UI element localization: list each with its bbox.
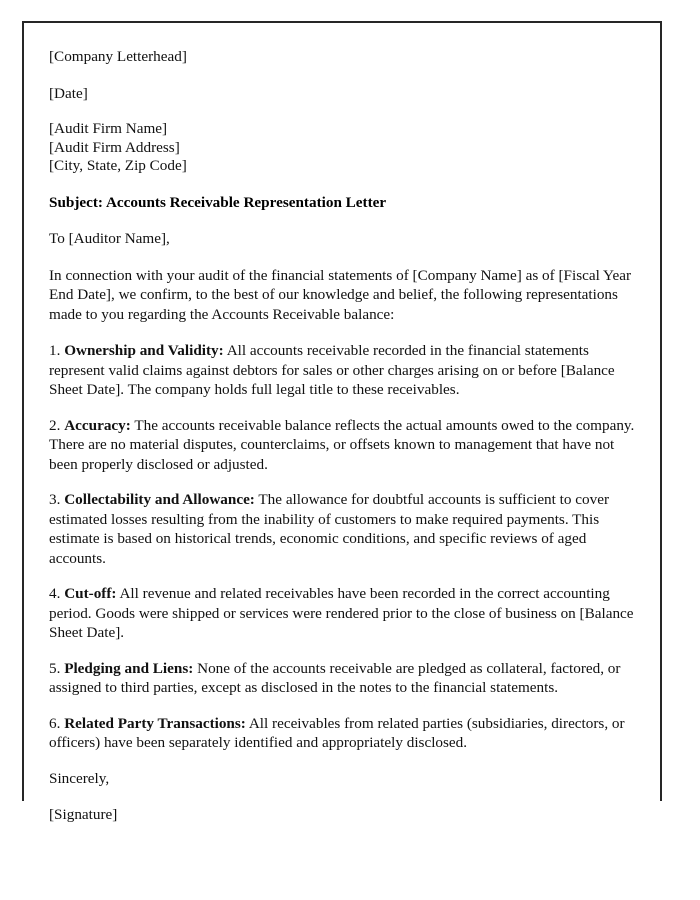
audit-firm-name: [Audit Firm Name] [49,120,168,137]
salutation: To [Auditor Name], [49,230,170,248]
representation-heading: Related Party Transactions: [64,714,246,732]
audit-firm-city-state-zip: [City, State, Zip Code] [49,157,187,175]
representation-heading: Ownership and Validity: [64,342,224,360]
representation-number: 5. [49,659,61,677]
intro-paragraph: In connection with your audit of the financial statements of [Company Name] as of [Fiscal Year End Date], we confirm, to the best of our knowledge and belief, the following representations made to you regarding the Accounts Receivable balance: [49,266,632,323]
letter-date: [Date] [49,84,88,102]
representation-text: All revenue and related receivables have been recorded in the correct accounting period. Goods were shipped or services were rendered prior to the close of business on [Balance Sheet Date]. [49,585,634,642]
representation-item [49,341,639,400]
audit-firm-address: [Audit Firm Address] [49,138,180,156]
representation-heading: Cut-off: [64,585,117,603]
signature-placeholder: [Signature] [49,806,118,824]
subject-line: Subject: Accounts Receivable Representation Letter [49,193,387,211]
representation-text: All receivables from related parties (subsidiaries, directors, or officers) have been separately identified and appropriately disclosed. [49,714,625,752]
document-body [49,47,639,825]
representation-number: 1. [49,342,61,360]
representation-text: The accounts receivable balance reflects the actual amounts owed to the company. There are no material disputes, counterclaims, or offsets known to management that have not been properly disclosed or adjusted. [49,416,635,473]
representation-text: None of the accounts receivable are pledged as collateral, factored, or assigned to third parties, except as disclosed in the notes to the financial statements. [49,659,621,697]
closing-salutation: Sincerely, [49,769,110,787]
representation-heading: Accuracy: [64,416,131,434]
recipient-address-block [49,120,639,176]
representation-number: 6. [49,714,61,732]
company-letterhead: [Company Letterhead] [49,48,187,65]
representation-number: 4. [49,585,61,603]
representation-item [49,659,639,698]
representation-text: All accounts receivable recorded in the financial statements represent valid claims against debtors for sales or other charges arising on or before [Balance Sheet Date]. The company holds full legal title to these receivables. [49,342,615,399]
representation-item [49,584,639,643]
document-page [22,21,662,824]
representation-item [49,490,639,568]
representation-item [49,416,639,475]
representation-text: The allowance for doubtful accounts is sufficient to cover estimated losses resulting from the inability of customers to make required payments. This estimate is based on historical trends, economic conditions, and specific reviews of aged accounts. [49,491,610,567]
representation-heading: Collectability and Allowance: [64,491,255,509]
representation-number: 3. [49,491,61,509]
representation-item [49,714,639,753]
representation-heading: Pledging and Liens: [64,659,194,677]
representation-number: 2. [49,416,61,434]
